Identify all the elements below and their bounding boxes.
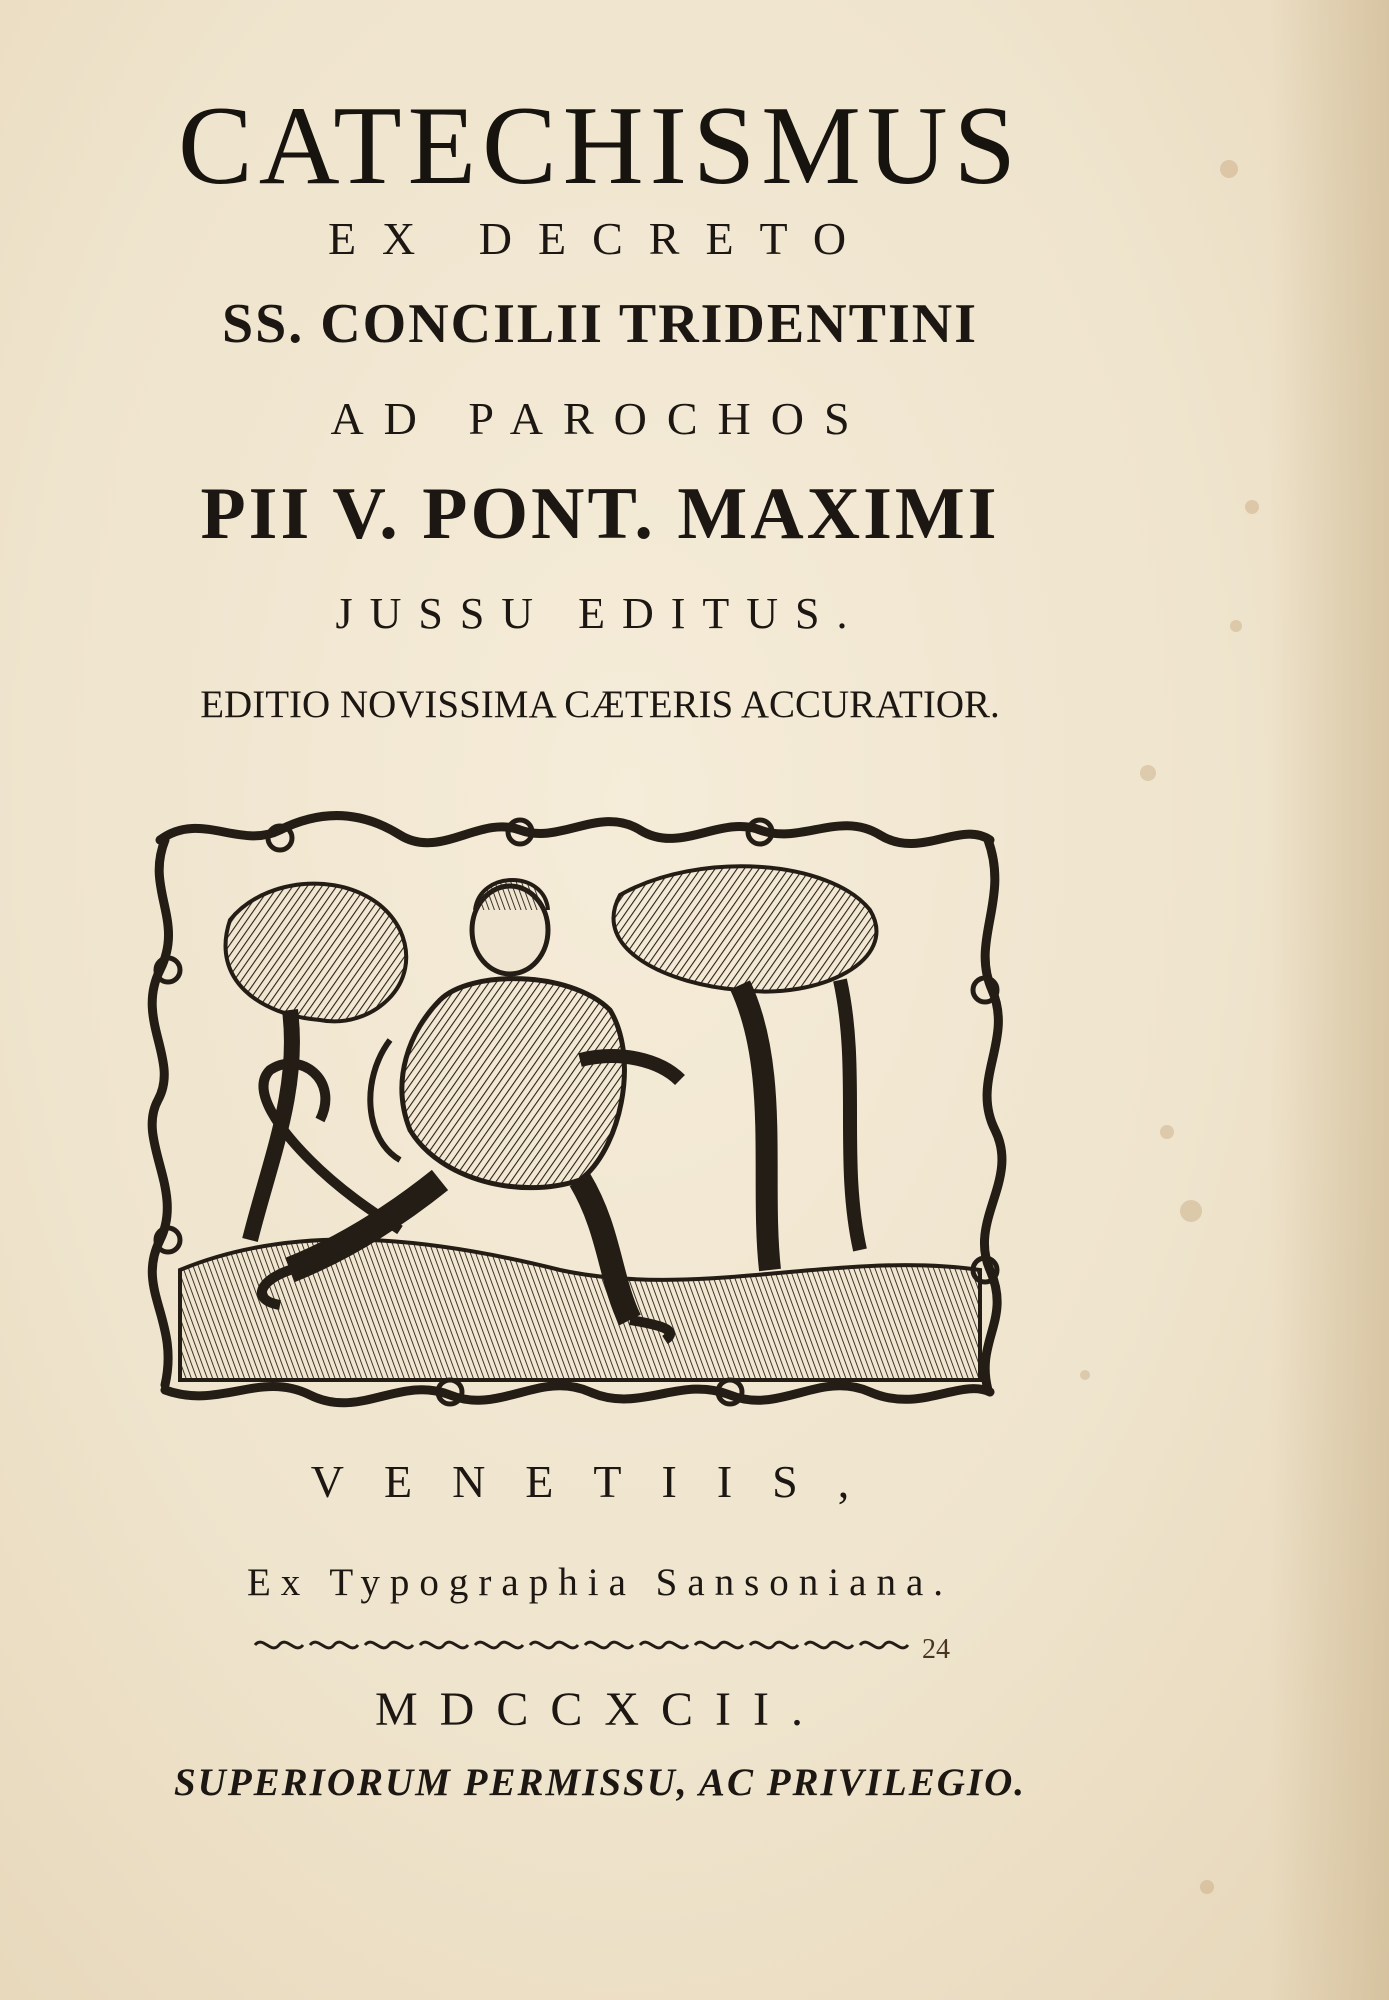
imprint-permission: SUPERIORUM PERMISSU, AC PRIVILEGIO. <box>173 1761 1027 1804</box>
foxing-spot <box>1220 160 1238 178</box>
foxing-spot <box>1200 1880 1214 1894</box>
foxing-spot <box>1180 1200 1202 1222</box>
subtitle-pontifex: PII V. PONT. MAXIMI <box>200 473 1000 555</box>
foxing-spot <box>1140 765 1156 781</box>
edition-statement: EDITIO NOVISSIMA CÆTERIS ACCURATIOR. <box>200 683 1000 726</box>
imprint-year: MDCCXCII. <box>374 1683 826 1736</box>
subtitle-decreto: EX DECRETO <box>327 213 873 264</box>
foxing-spot <box>1080 1370 1090 1380</box>
handwritten-mark: 24 <box>922 1634 950 1665</box>
woodcut-figure-in-landscape-icon <box>140 800 1010 1410</box>
ornamental-rule <box>250 1636 910 1654</box>
page-gutter-shadow <box>1269 0 1389 2000</box>
foxing-spot <box>1160 1125 1174 1139</box>
foxing-spot <box>1245 500 1259 514</box>
foxing-spot <box>1230 620 1242 632</box>
subtitle-jussu: JUSSU EDITUS. <box>335 589 865 638</box>
imprint-printer: Ex Typographia Sansoniana. <box>246 1561 954 1604</box>
imprint-place: VENETIIS, <box>310 1456 890 1507</box>
subtitle-parochos: AD PAROCHOS <box>330 393 870 444</box>
subtitle-concilii: SS. CONCILII TRIDENTINI <box>221 293 979 355</box>
book-title: CATECHISMUS <box>178 84 1022 208</box>
